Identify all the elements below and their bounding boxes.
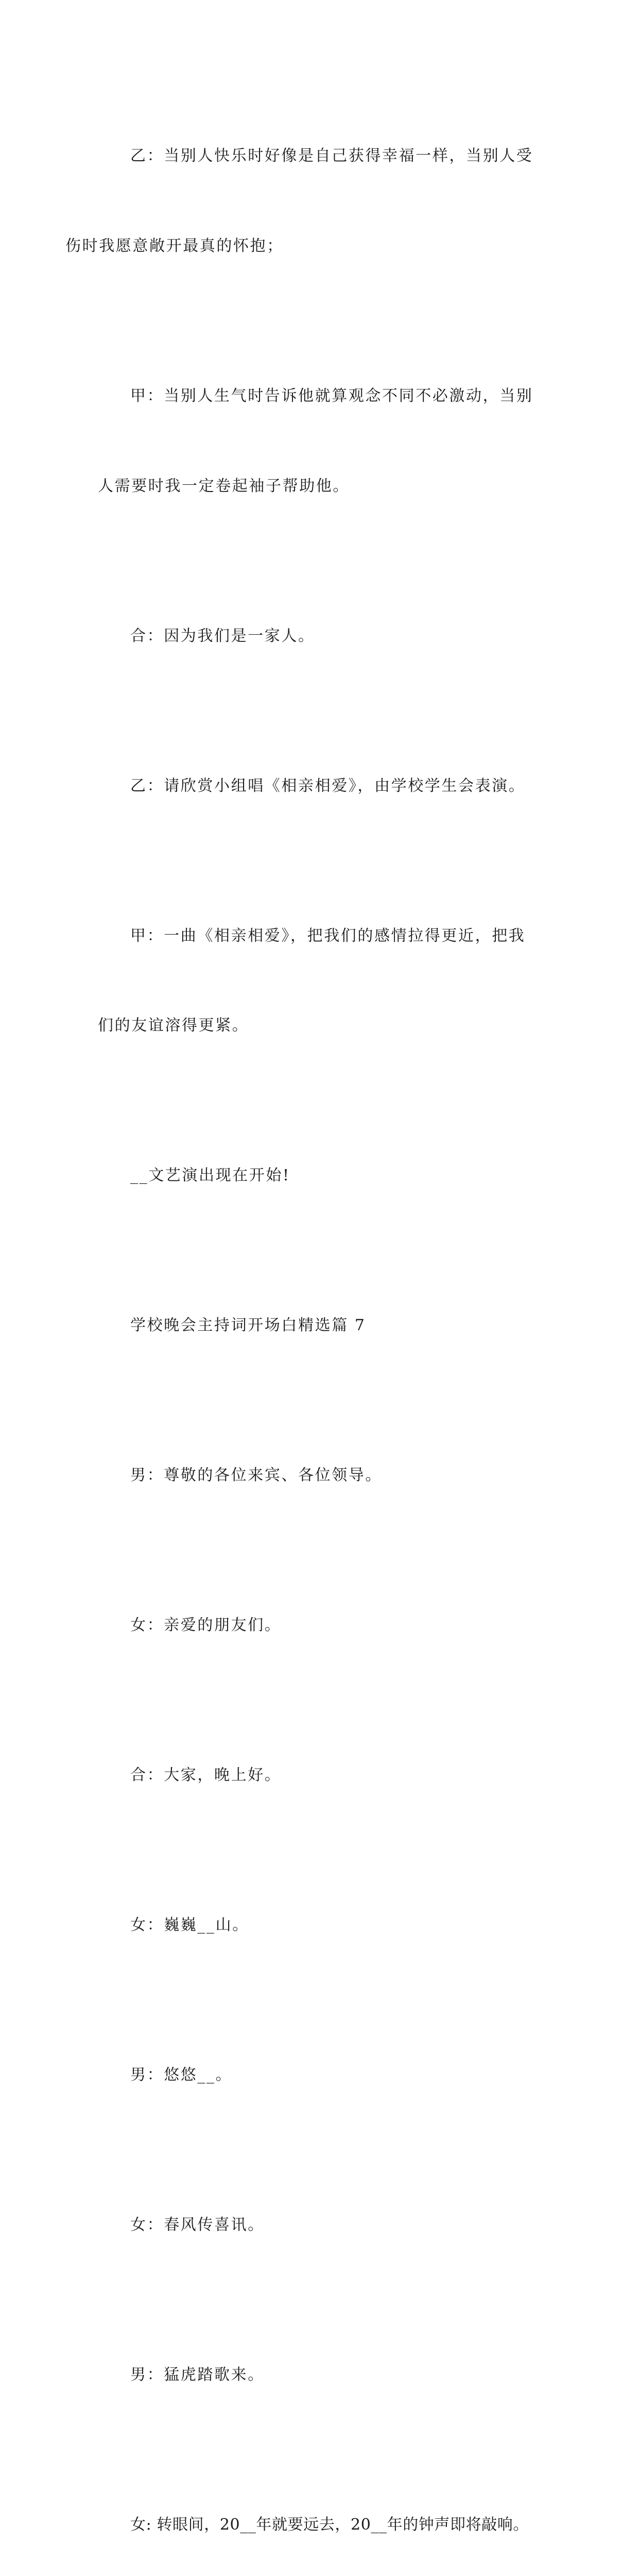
text-line: 女: 转眼间，20__年就要远去，20__年的钟声即将敲响。 xyxy=(130,2516,529,2534)
text-line: 男：猛虎踏歌来。 xyxy=(130,2366,265,2384)
text-line: 女：春风传喜讯。 xyxy=(130,2216,265,2234)
paragraph xyxy=(98,1101,542,1251)
paragraph xyxy=(98,2001,542,2150)
paragraph xyxy=(98,561,542,711)
section-heading xyxy=(98,1251,542,1401)
text-line: __文艺演出现在开始! xyxy=(130,1166,290,1185)
paragraph xyxy=(65,81,542,321)
paragraph xyxy=(98,861,542,1101)
text-line: 甲：一曲《相亲相爱》，把我们的感情拉得更近，把我 xyxy=(130,926,526,945)
text-line: 学校晚会主持词开场白精选篇 7 xyxy=(130,1316,366,1335)
text-line: 人需要时我一定卷起袖子帮助他。 xyxy=(98,477,350,495)
text-line: 合：大家，晚上好。 xyxy=(130,1766,282,1785)
text-line: 合：因为我们是一家人。 xyxy=(130,626,315,645)
text-line: 甲：当别人生气时告诉他就算观念不同不必激动，当别 xyxy=(130,387,533,405)
text-line: 伤时我愿意敞开最真的怀抱； xyxy=(65,237,284,256)
text-line: 男：悠悠__。 xyxy=(130,2066,233,2084)
text-line: 乙：当别人快乐时好像是自己获得幸福一样，当别人受 xyxy=(130,147,533,165)
text-line: 们的友谊溶得更紧。 xyxy=(98,1016,249,1035)
paragraph xyxy=(98,2150,542,2300)
text-line: 女：巍巍__山。 xyxy=(130,1916,249,1935)
paragraph xyxy=(98,1701,542,1851)
paragraph xyxy=(98,1551,542,1701)
paragraph xyxy=(98,2300,542,2450)
paragraph xyxy=(98,711,542,861)
text-line: 女：亲爱的朋友们。 xyxy=(130,1616,282,1635)
text-line: 男：尊敬的各位来宾、各位领导。 xyxy=(130,1466,382,1485)
paragraph xyxy=(98,321,542,562)
document-body xyxy=(65,81,542,2576)
text-line: 乙：请欣赏小组唱《相亲相爱》，由学校学生会表演。 xyxy=(130,776,526,795)
paragraph xyxy=(98,1851,542,2001)
paragraph xyxy=(98,2450,542,2576)
paragraph xyxy=(98,1401,542,1551)
